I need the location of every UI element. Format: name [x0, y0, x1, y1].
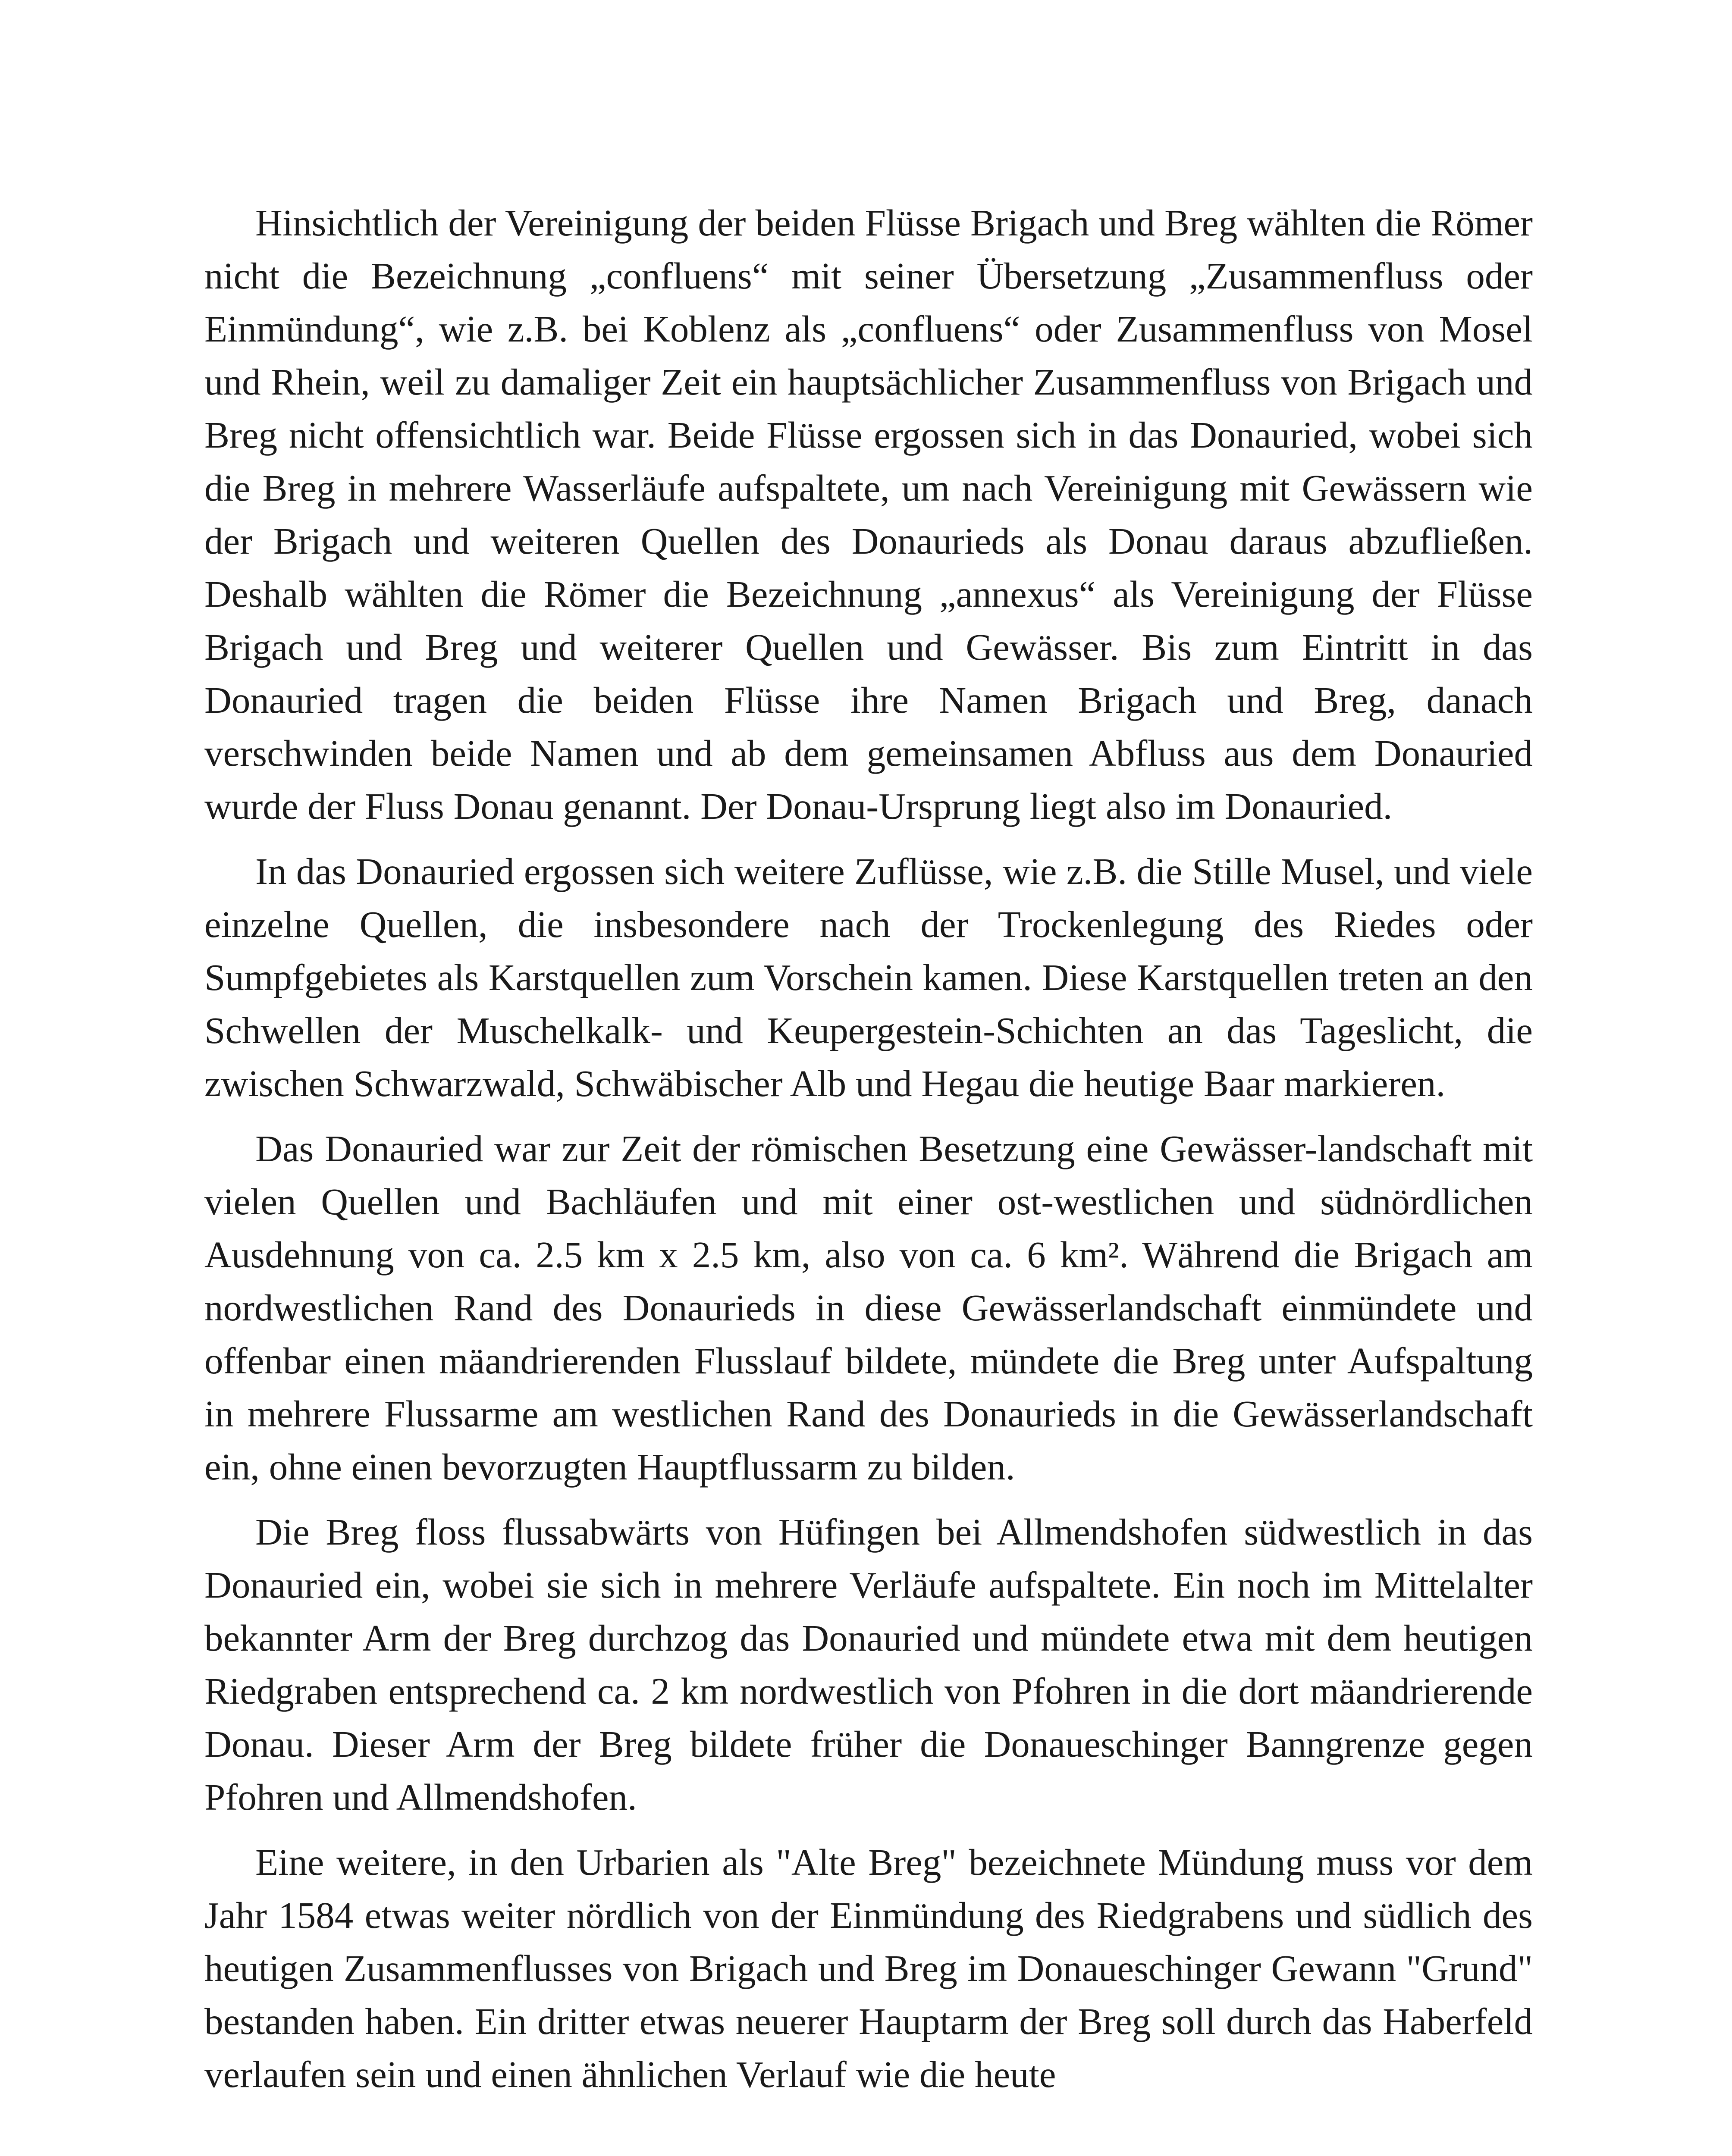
paragraph-1: Hinsichtlich der Vereinigung der beiden Flüsse Brigach und Breg wählten die Römer nicht die Bezeichnung „confluens“ mit seiner Übersetzung „Zusammenfluss oder Einmündung“, wie z.B. bei Koblenz als „confluens“ oder Zusammenfluss von Mosel und Rhein, weil zu damaliger Zeit ein hauptsächlicher Zusammenfluss von Brigach und Breg nicht offensichtlich war. Beide Flüsse ergossen sich in das Donauried, wobei sich die Breg in mehrere Wasserläufe aufspaltete, um nach Vereinigung mit Gewässern wie der Brigach und weiteren Quellen des Donaurieds als Donau daraus abzufließen. Deshalb wählten die Römer die Bezeichnung „annexus“ als Vereinigung der Flüsse Brigach und Breg und weiterer Quellen und Gewässer. Bis zum Eintritt in das Donauried tragen die beiden Flüsse ihre Namen Brigach und Breg, danach verschwinden beide Namen und ab dem gemeinsamen Abfluss aus dem Donauried wurde der Fluss Donau genannt. Der Donau-Ursprung liegt also im Donauried.: [204, 202, 1533, 827]
paragraph-5: Eine weitere, in den Urbarien als "Alte Breg" bezeichnete Mündung muss vor dem Jahr 1584 etwas weiter nördlich von der Einmündung des Riedgrabens und südlich des heutigen Zusammenflusses von Brigach und Breg im Donaueschinger Gewann "Grund" bestanden haben. Ein dritter etwas neuerer Hauptarm der Breg soll durch das Haberfeld verlaufen sein und einen ähnlichen Verlauf wie die heute: [204, 1841, 1533, 2095]
paragraph-3: Das Donauried war zur Zeit der römischen Besetzung eine Gewässer-landschaft mit vielen Quellen und Bachläufen und mit einer ost-westlichen und südnördlichen Ausdehnung von ca. 2.5 km x 2.5 km, also von ca. 6 km². Während die Brigach am nordwestlichen Rand des Donaurieds in diese Gewässerlandschaft einmündete und offenbar einen mäandrierenden Flusslauf bildete, mündete die Breg unter Aufspaltung in mehrere Flussarme am westlichen Rand des Donaurieds in die Gewässerlandschaft ein, ohne einen bevorzugten Hauptflussarm zu bilden.: [204, 1128, 1533, 1488]
paragraph-2: In das Donauried ergossen sich weitere Zuflüsse, wie z.B. die Stille Musel, und viele einzelne Quellen, die insbesondere nach der Trockenlegung des Riedes oder Sumpfgebietes als Karstquellen zum Vorschein kamen. Diese Karstquellen treten an den Schwellen der Muschelkalk- und Keupergestein-Schichten an das Tageslicht, die zwischen Schwarzwald, Schwäbischer Alb und Hegau die heutige Baar markieren.: [204, 850, 1533, 1104]
body-text: [204, 196, 1533, 2113]
paragraph-4: Die Breg floss flussabwärts von Hüfingen bei Allmendshofen südwestlich in das Donauried ein, wobei sie sich in mehrere Verläufe aufspaltete. Ein noch im Mittelalter bekannter Arm der Breg durchzog das Donauried und mündete etwa mit dem heutigen Riedgraben entsprechend ca. 2 km nordwestlich von Pfohren in die dort mäandrierende Donau. Dieser Arm der Breg bildete früher die Donaueschinger Banngrenze gegen Pfohren und Allmendshofen.: [204, 1511, 1533, 1818]
